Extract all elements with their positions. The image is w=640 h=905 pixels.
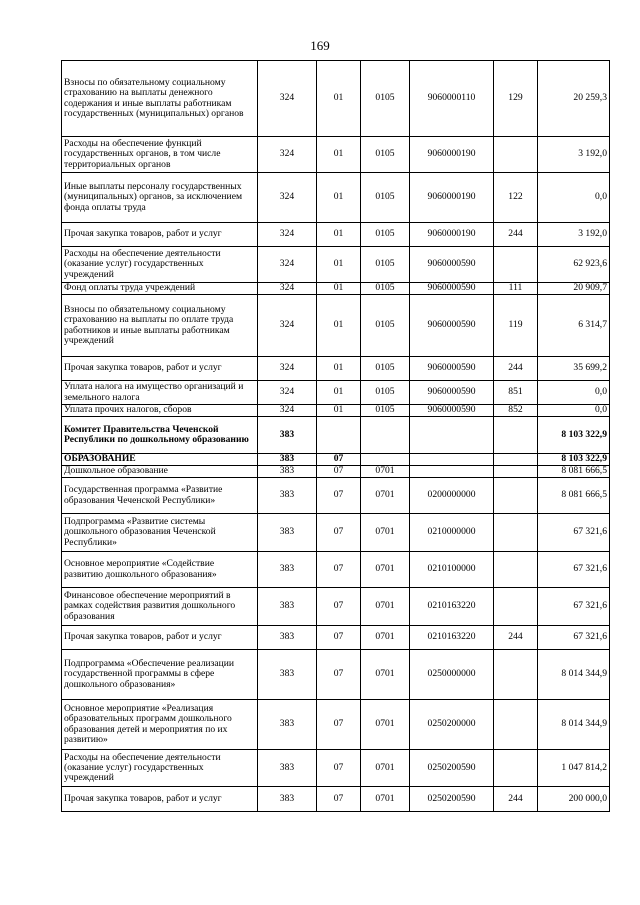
target-article-cell: 9060000590 (410, 295, 494, 357)
amount-cell: 8 103 322,9 (538, 454, 610, 466)
ved-code-cell: 383 (258, 466, 317, 478)
target-article-cell: 9060000590 (410, 405, 494, 417)
subsection-code-cell: 0701 (361, 466, 410, 478)
amount-cell: 20 909,7 (538, 283, 610, 295)
table-row (62, 478, 610, 514)
expense-type-cell: 244 (494, 357, 538, 381)
row-name-cell: Уплата прочих налогов, сборов (62, 405, 258, 417)
amount-cell: 35 699,2 (538, 357, 610, 381)
table-row (62, 588, 610, 626)
expense-type-cell (494, 466, 538, 478)
row-name-cell: ОБРАЗОВАНИЕ (62, 454, 258, 466)
ved-code-cell: 383 (258, 514, 317, 552)
subsection-code-cell: 0105 (361, 223, 410, 247)
section-code-cell: 07 (317, 626, 361, 650)
expense-type-cell (494, 417, 538, 454)
expense-type-cell (494, 588, 538, 626)
section-code-cell: 01 (317, 381, 361, 405)
ved-code-cell: 324 (258, 223, 317, 247)
section-code-cell: 07 (317, 478, 361, 514)
amount-cell: 3 192,0 (538, 137, 610, 173)
expense-type-cell: 244 (494, 223, 538, 247)
subsection-code-cell: 0105 (361, 295, 410, 357)
amount-cell: 67 321,6 (538, 588, 610, 626)
page-number: 169 (310, 38, 330, 53)
target-article-cell: 9060000590 (410, 283, 494, 295)
target-article-cell: 0250200590 (410, 787, 494, 812)
amount-cell: 67 321,6 (538, 514, 610, 552)
ved-code-cell: 383 (258, 417, 317, 454)
row-name-cell: Иные выплаты персоналу государственных (муниципальных) органов, за исключением фонда оплаты труда (62, 173, 258, 223)
expense-type-cell: 119 (494, 295, 538, 357)
amount-cell: 67 321,6 (538, 626, 610, 650)
ved-code-cell: 383 (258, 750, 317, 787)
ved-code-cell: 324 (258, 405, 317, 417)
table-row (62, 700, 610, 750)
ved-code-cell: 383 (258, 552, 317, 588)
subsection-code-cell: 0105 (361, 61, 410, 137)
amount-cell: 20 259,3 (538, 61, 610, 137)
section-code-cell: 07 (317, 700, 361, 750)
row-name-cell: Прочая закупка товаров, работ и услуг (62, 626, 258, 650)
target-article-cell (410, 454, 494, 466)
target-article-cell: 9060000190 (410, 173, 494, 223)
target-article-cell: 9060000590 (410, 381, 494, 405)
section-code-cell: 01 (317, 61, 361, 137)
expense-type-cell: 129 (494, 61, 538, 137)
target-article-cell: 0210100000 (410, 552, 494, 588)
amount-cell: 8 014 344,9 (538, 700, 610, 750)
row-name-cell: Дошкольное образование (62, 466, 258, 478)
row-name-cell: Прочая закупка товаров, работ и услуг (62, 787, 258, 812)
row-name-cell: Основное мероприятие «Содействие развитию дошкольного образования» (62, 552, 258, 588)
expense-type-cell (494, 247, 538, 283)
table-row (62, 787, 610, 812)
target-article-cell: 0210163220 (410, 588, 494, 626)
ved-code-cell: 324 (258, 357, 317, 381)
expense-type-cell: 852 (494, 405, 538, 417)
row-name-cell: Прочая закупка товаров, работ и услуг (62, 357, 258, 381)
table-row (62, 552, 610, 588)
subsection-code-cell: 0105 (361, 137, 410, 173)
table-row (62, 173, 610, 223)
ved-code-cell: 324 (258, 295, 317, 357)
section-code-cell: 01 (317, 405, 361, 417)
subsection-code-cell: 0105 (361, 173, 410, 223)
ved-code-cell: 383 (258, 626, 317, 650)
table-row (62, 137, 610, 173)
target-article-cell: 9060000590 (410, 357, 494, 381)
amount-cell: 8 081 666,5 (538, 478, 610, 514)
section-code-cell: 01 (317, 137, 361, 173)
ved-code-cell: 324 (258, 173, 317, 223)
subsection-code-cell: 0701 (361, 787, 410, 812)
amount-cell: 62 923,6 (538, 247, 610, 283)
subsection-code-cell: 0105 (361, 405, 410, 417)
subsection-code-cell: 0701 (361, 588, 410, 626)
row-name-cell: Фонд оплаты труда учреждений (62, 283, 258, 295)
table-row (62, 381, 610, 405)
table-row (62, 417, 610, 454)
expense-type-cell (494, 514, 538, 552)
subsection-code-cell: 0701 (361, 552, 410, 588)
section-code-cell: 01 (317, 223, 361, 247)
ved-code-cell: 383 (258, 787, 317, 812)
expense-type-cell: 244 (494, 787, 538, 812)
subsection-code-cell: 0701 (361, 514, 410, 552)
target-article-cell (410, 417, 494, 454)
expense-type-cell (494, 750, 538, 787)
row-name-cell: Государственная программа «Развитие образования Чеченской Республики» (62, 478, 258, 514)
table-row (62, 61, 610, 137)
ved-code-cell: 383 (258, 454, 317, 466)
section-code-cell: 07 (317, 588, 361, 626)
section-code-cell: 01 (317, 283, 361, 295)
target-article-cell: 0250200590 (410, 750, 494, 787)
expense-type-cell: 244 (494, 626, 538, 650)
table-row (62, 750, 610, 787)
table-row (62, 223, 610, 247)
table-row (62, 466, 610, 478)
row-name-cell: Взносы по обязательному социальному страхованию на выплаты по оплате труда работников и иные выплаты работникам учреждений (62, 295, 258, 357)
subsection-code-cell: 0105 (361, 357, 410, 381)
target-article-cell: 9060000590 (410, 247, 494, 283)
table-row (62, 357, 610, 381)
subsection-code-cell: 0701 (361, 650, 410, 700)
target-article-cell: 0210000000 (410, 514, 494, 552)
target-article-cell: 0200000000 (410, 478, 494, 514)
subsection-code-cell: 0701 (361, 700, 410, 750)
table-row (62, 247, 610, 283)
row-name-cell: Основное мероприятие «Реализация образовательных программ дошкольного образования детей и мероприятия по их развитию» (62, 700, 258, 750)
subsection-code-cell: 0701 (361, 750, 410, 787)
ved-code-cell: 324 (258, 247, 317, 283)
row-name-cell: Расходы на обеспечение функций государственных органов, в том числе территориальных органов (62, 137, 258, 173)
section-code-cell: 07 (317, 454, 361, 466)
expense-type-cell: 122 (494, 173, 538, 223)
amount-cell: 1 047 814,2 (538, 750, 610, 787)
subsection-code-cell: 0701 (361, 626, 410, 650)
row-name-cell: Подпрограмма «Развитие системы дошкольного образования Чеченской Республики» (62, 514, 258, 552)
table-row (62, 405, 610, 417)
ved-code-cell: 324 (258, 137, 317, 173)
row-name-cell: Уплата налога на имущество организаций и земельного налога (62, 381, 258, 405)
expense-type-cell: 111 (494, 283, 538, 295)
amount-cell: 0,0 (538, 405, 610, 417)
ved-code-cell: 324 (258, 283, 317, 295)
amount-cell: 8 103 322,9 (538, 417, 610, 454)
table-row (62, 454, 610, 466)
target-article-cell: 9060000190 (410, 137, 494, 173)
target-article-cell: 9060000190 (410, 223, 494, 247)
section-code-cell: 07 (317, 466, 361, 478)
target-article-cell: 0250000000 (410, 650, 494, 700)
target-article-cell (410, 466, 494, 478)
ved-code-cell: 383 (258, 588, 317, 626)
table-row (62, 626, 610, 650)
subsection-code-cell: 0105 (361, 247, 410, 283)
table-row (62, 295, 610, 357)
expense-type-cell (494, 137, 538, 173)
section-code-cell: 01 (317, 357, 361, 381)
section-code-cell: 07 (317, 650, 361, 700)
row-name-cell: Прочая закупка товаров, работ и услуг (62, 223, 258, 247)
section-code-cell (317, 417, 361, 454)
expense-type-cell (494, 478, 538, 514)
amount-cell: 0,0 (538, 173, 610, 223)
table-row (62, 514, 610, 552)
table-row (62, 283, 610, 295)
amount-cell: 8 014 344,9 (538, 650, 610, 700)
amount-cell: 0,0 (538, 381, 610, 405)
amount-cell: 67 321,6 (538, 552, 610, 588)
ved-code-cell: 383 (258, 650, 317, 700)
section-code-cell: 07 (317, 787, 361, 812)
row-name-cell: Взносы по обязательному социальному страхованию на выплаты денежного содержания и иные выплаты работникам государственных (муниципальных) органов (62, 61, 258, 137)
expense-type-cell (494, 650, 538, 700)
subsection-code-cell (361, 417, 410, 454)
section-code-cell: 01 (317, 173, 361, 223)
expense-type-cell: 851 (494, 381, 538, 405)
ved-code-cell: 383 (258, 700, 317, 750)
target-article-cell: 9060000110 (410, 61, 494, 137)
section-code-cell: 07 (317, 514, 361, 552)
row-name-cell: Финансовое обеспечение мероприятий в рамках содействия развития дошкольного образования (62, 588, 258, 626)
expense-type-cell (494, 700, 538, 750)
table-row (62, 650, 610, 700)
ved-code-cell: 383 (258, 478, 317, 514)
amount-cell: 200 000,0 (538, 787, 610, 812)
ved-code-cell: 324 (258, 61, 317, 137)
section-code-cell: 01 (317, 247, 361, 283)
row-name-cell: Расходы на обеспечение деятельности (оказание услуг) государственных учреждений (62, 247, 258, 283)
section-code-cell: 01 (317, 295, 361, 357)
expense-type-cell (494, 552, 538, 588)
subsection-code-cell: 0105 (361, 381, 410, 405)
amount-cell: 8 081 666,5 (538, 466, 610, 478)
target-article-cell: 0210163220 (410, 626, 494, 650)
ved-code-cell: 324 (258, 381, 317, 405)
expense-type-cell (494, 454, 538, 466)
budget-table (61, 60, 610, 812)
section-code-cell: 07 (317, 750, 361, 787)
amount-cell: 3 192,0 (538, 223, 610, 247)
row-name-cell: Комитет Правительства Чеченской Республики по дошкольному образованию (62, 417, 258, 454)
target-article-cell: 0250200000 (410, 700, 494, 750)
row-name-cell: Расходы на обеспечение деятельности (оказание услуг) государственных учреждений (62, 750, 258, 787)
subsection-code-cell: 0105 (361, 283, 410, 295)
section-code-cell: 07 (317, 552, 361, 588)
amount-cell: 6 314,7 (538, 295, 610, 357)
row-name-cell: Подпрограмма «Обеспечение реализации государственной программы в сфере дошкольного образования» (62, 650, 258, 700)
subsection-code-cell (361, 454, 410, 466)
subsection-code-cell: 0701 (361, 478, 410, 514)
